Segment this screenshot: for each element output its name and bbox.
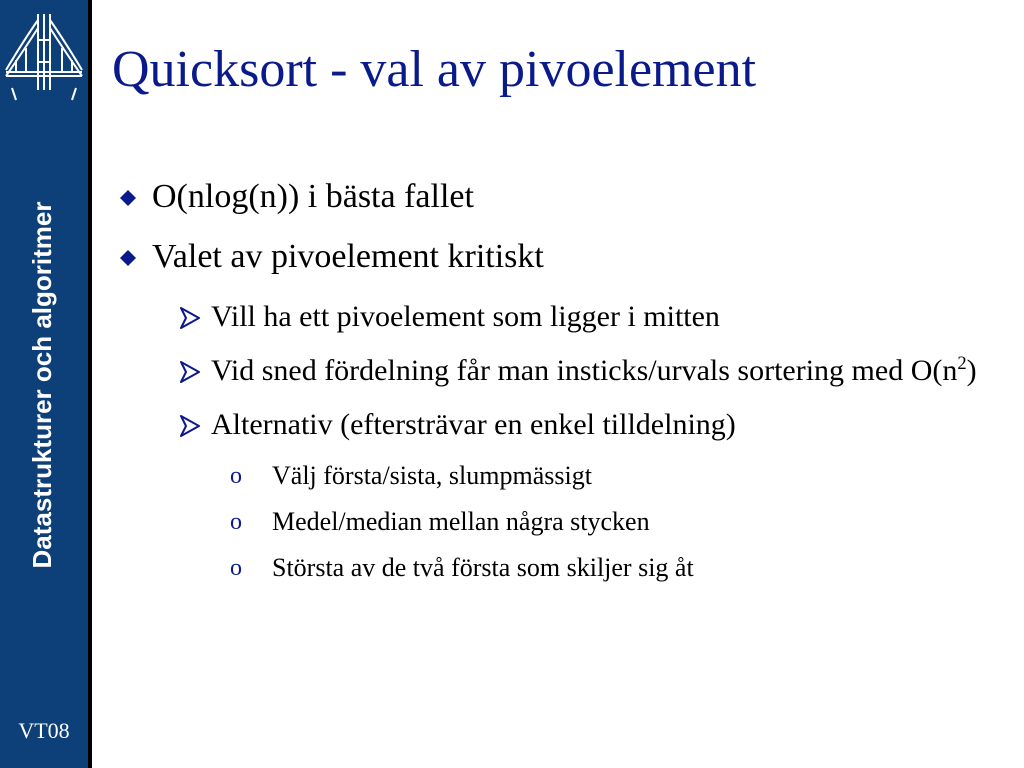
superscript: 2	[957, 353, 967, 374]
course-title-container	[10, 140, 74, 630]
term-label: VT08	[18, 718, 70, 743]
sidebar	[0, 0, 88, 768]
sub-sub-bullet-item	[230, 504, 1000, 540]
diamond-bullet-icon	[120, 190, 136, 206]
bullet-text: O(nlog(n)) i bästa fallet	[152, 178, 474, 215]
sub-bullet-text: Vill ha ett pivoelement som ligger i mitten	[211, 300, 720, 333]
bullet-text: Valet av pivoelement kritiskt	[152, 238, 544, 275]
sub-bullet-item	[175, 296, 1000, 338]
sub-bullet-text: Alternativ (eftersträvar en enkel tilldelning)	[211, 408, 736, 441]
sub-sub-bullet-item	[230, 550, 1000, 586]
diamond-bullet-icon	[120, 250, 136, 266]
sub-sub-bullet-text: Största av de två första som skiljer sig åt	[272, 553, 694, 582]
course-title: Datastrukturer och algoritmer	[27, 201, 57, 569]
sub-bullet-text-end: )	[966, 354, 977, 387]
arrow-bullet-icon	[179, 307, 201, 329]
sidebar-border	[88, 0, 92, 768]
bridge-icon	[4, 10, 84, 106]
slide-content	[120, 176, 1000, 596]
sub-sub-bullet-text: Välj första/sista, slumpmässigt	[272, 461, 592, 490]
circle-bullet-marker: o	[230, 463, 242, 489]
bullet-item	[120, 236, 1000, 278]
sub-bullet-text: Vid sned fördelning får man insticks/urvals sortering med O(n	[211, 354, 958, 387]
arrow-bullet-icon	[179, 415, 201, 437]
sub-sub-bullet-item	[230, 458, 1000, 494]
sub-bullet-item	[175, 350, 1000, 392]
slide-title: Quicksort - val av pivoelement	[112, 41, 757, 98]
circle-bullet-marker: o	[230, 509, 242, 535]
bullet-item	[120, 176, 1000, 218]
circle-bullet-marker: o	[230, 555, 242, 581]
arrow-bullet-icon	[179, 361, 201, 383]
sub-bullet-item	[175, 404, 1000, 446]
sub-sub-bullet-text: Medel/median mellan några stycken	[272, 507, 650, 536]
